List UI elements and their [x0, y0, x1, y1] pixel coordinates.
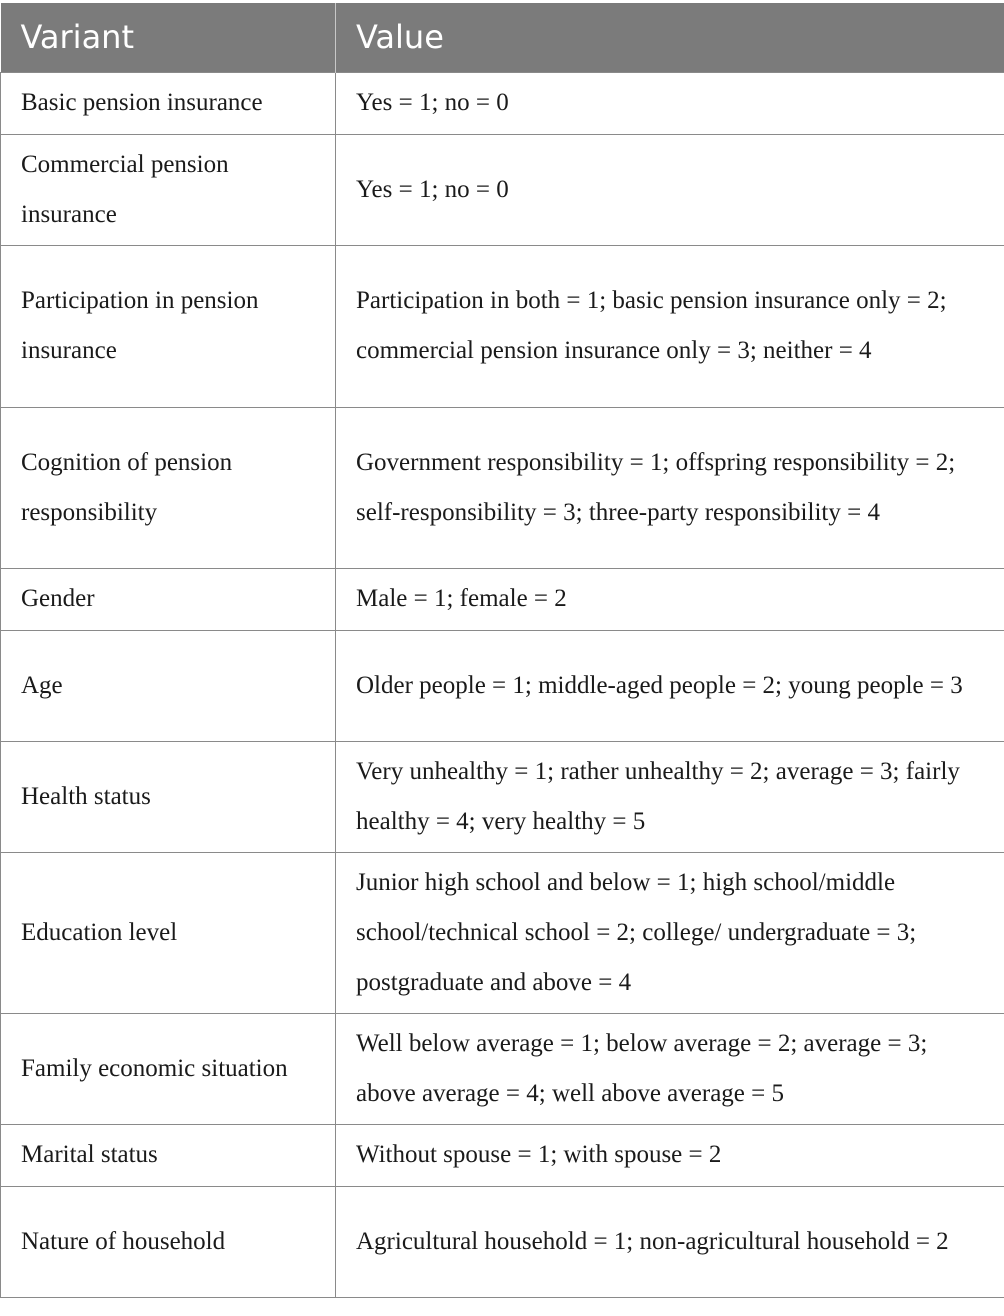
cell-variant: Participation in pension insurance: [1, 245, 336, 407]
table-row: [1, 134, 1004, 245]
cell-variant: Nature of household: [1, 1186, 336, 1297]
cell-variant: Age: [1, 630, 336, 741]
table-row: [1, 852, 1004, 1013]
cell-value: Agricultural household = 1; non-agricultural household = 2: [336, 1186, 1004, 1297]
cell-value: Without spouse = 1; with spouse = 2: [336, 1124, 1004, 1186]
cell-value: Older people = 1; middle-aged people = 2; young people = 3: [336, 630, 1004, 741]
cell-value: Yes = 1; no = 0: [336, 134, 1004, 245]
cell-variant: Health status: [1, 741, 336, 852]
cell-variant: Gender: [1, 568, 336, 630]
cell-variant: Basic pension insurance: [1, 72, 336, 134]
table-row: [1, 568, 1004, 630]
header-row: [1, 3, 1004, 72]
variable-definition-table: [0, 3, 1004, 1298]
cell-variant: Family economic situation: [1, 1013, 336, 1124]
cell-value: Yes = 1; no = 0: [336, 72, 1004, 134]
cell-variant: Commercial pension insurance: [1, 134, 336, 245]
cell-value: Junior high school and below = 1; high school/middle school/technical school = 2; college/ undergraduate = 3; postgraduate and above = 4: [336, 852, 1004, 1013]
cell-value: Participation in both = 1; basic pension insurance only = 2; commercial pension insurance only = 3; neither = 4: [336, 245, 1004, 407]
cell-value: Very unhealthy = 1; rather unhealthy = 2; average = 3; fairly healthy = 4; very healthy = 5: [336, 741, 1004, 852]
table-row: [1, 630, 1004, 741]
cell-variant: Education level: [1, 852, 336, 1013]
table-row: [1, 72, 1004, 134]
table-row: [1, 407, 1004, 568]
table-row: [1, 1186, 1004, 1297]
table-row: [1, 1124, 1004, 1186]
cell-value: Well below average = 1; below average = 2; average = 3; above average = 4; well above average = 5: [336, 1013, 1004, 1124]
table-body: [1, 72, 1004, 1297]
table-header: [1, 3, 1004, 72]
header-variant: Variant: [1, 3, 336, 72]
table-row: [1, 245, 1004, 407]
table-row: [1, 741, 1004, 852]
header-value: Value: [336, 3, 1004, 72]
cell-value: Male = 1; female = 2: [336, 568, 1004, 630]
cell-value: Government responsibility = 1; offspring responsibility = 2; self-responsibility = 3; three-party responsibility = 4: [336, 407, 1004, 568]
cell-variant: Cognition of pension responsibility: [1, 407, 336, 568]
table-row: [1, 1013, 1004, 1124]
cell-variant: Marital status: [1, 1124, 336, 1186]
